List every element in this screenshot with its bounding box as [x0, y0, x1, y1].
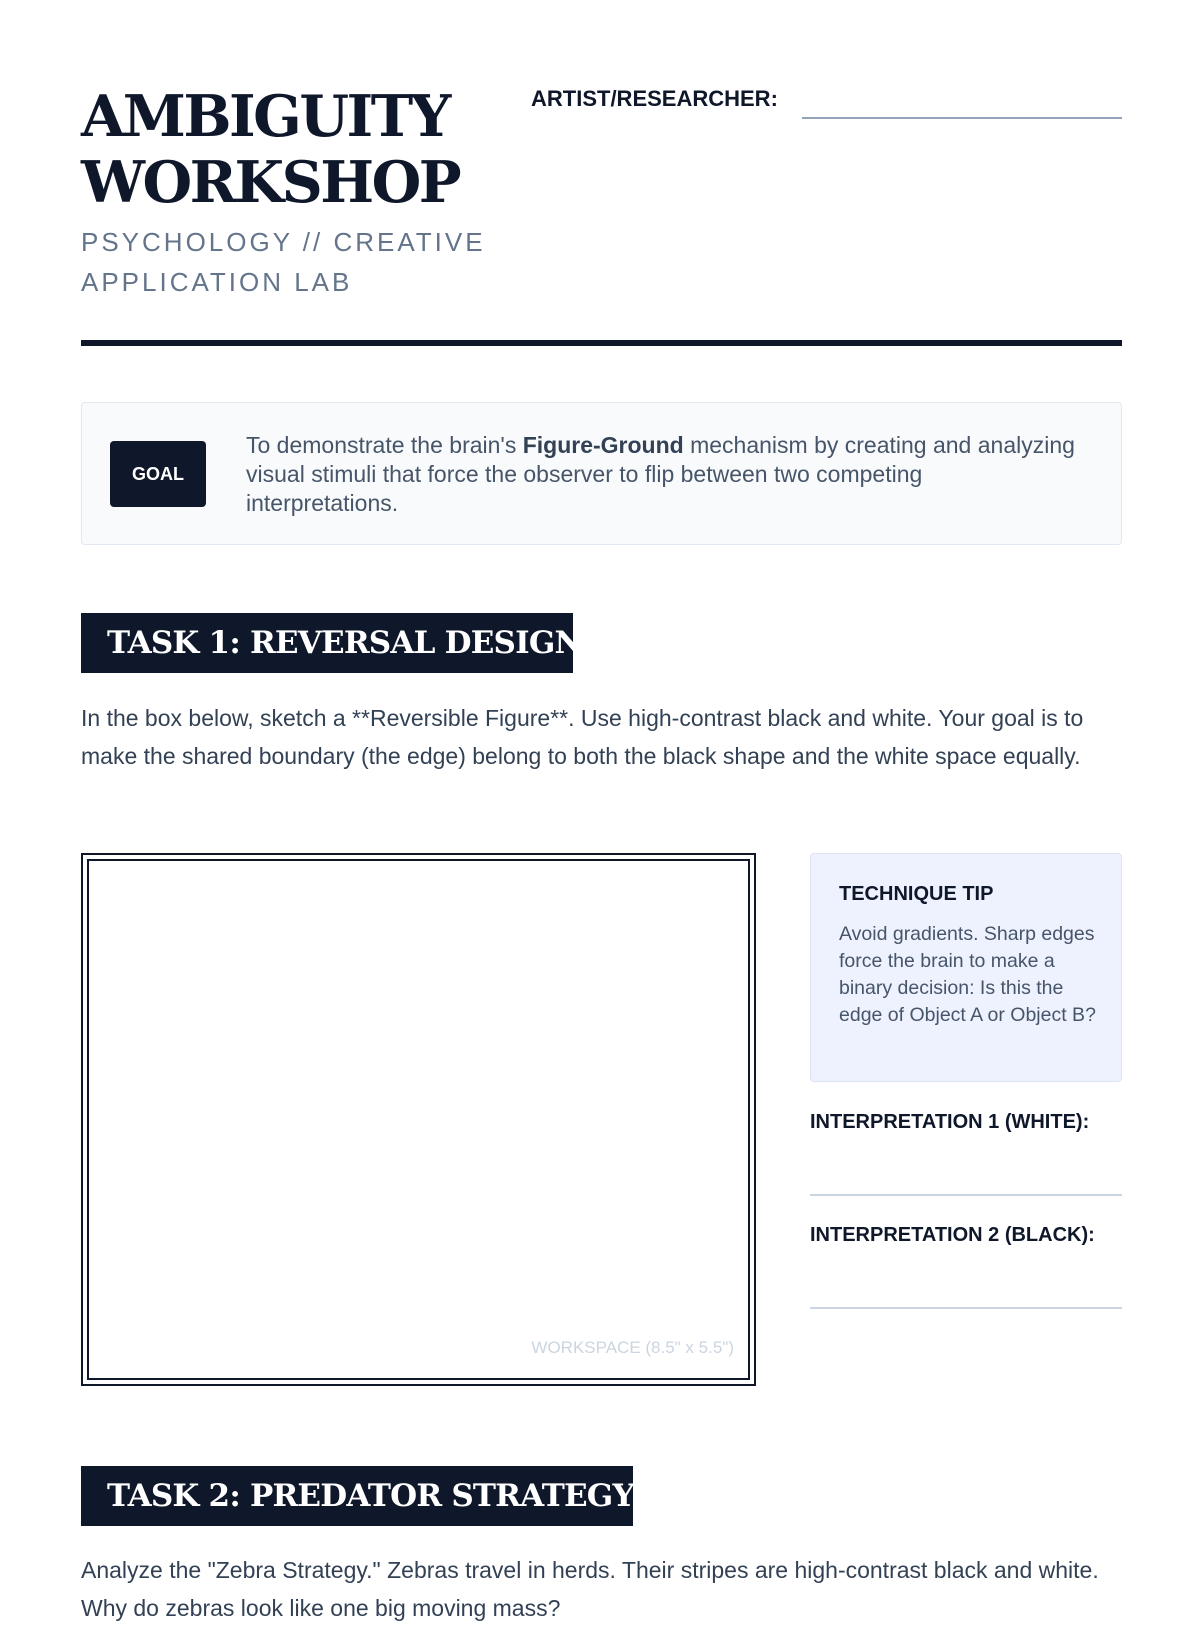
- tip-text: Avoid gradients. Sharp edges force the brain to make a binary decision: Is this the edge of Object A or Object B?: [839, 923, 1096, 1026]
- page-title: [81, 84, 459, 216]
- interpretation1-label: INTERPRETATION 1 (WHITE):: [810, 1111, 1090, 1133]
- researcher-label: ARTIST/RESEARCHER:: [531, 86, 778, 111]
- goal-text-start: To demonstrate the brain's: [246, 432, 523, 458]
- goal-box: [81, 402, 1122, 545]
- goal-text-bold: Figure-Ground: [522, 432, 684, 458]
- goal-badge: GOAL: [110, 441, 206, 507]
- researcher-name-field[interactable]: [802, 117, 1122, 119]
- workspace-inner-border: [87, 859, 750, 1380]
- workspace-caption: WORKSPACE (8.5" x 5.5"): [531, 1338, 734, 1357]
- interpretation2-field[interactable]: [810, 1307, 1122, 1309]
- technique-tip-box: [810, 853, 1122, 1082]
- goal-text: [246, 431, 1076, 518]
- interpretation1-field[interactable]: [810, 1194, 1122, 1196]
- title-line-1: AMBIGUITY: [81, 83, 449, 150]
- goal-text-end: mechanism by creating and analyzing visual stimuli that force the observer to flip between two competing interpretations.: [246, 432, 1075, 516]
- task1-description: In the box below, sketch a **Reversible Figure**. Use high-contrast black and white. Your goal is to make the shared boundary (the edge) belong to both the black shape and the white space equally.: [81, 705, 1084, 769]
- page-subtitle: PSYCHOLOGY // CREATIVE APPLICATION LAB: [81, 227, 486, 297]
- task2-header: TASK 2: PREDATOR STRATEGY: [81, 1466, 633, 1526]
- task2-description: Analyze the "Zebra Strategy." Zebras travel in herds. Their stripes are high-contrast black and white. Why do zebras look like one big moving mass?: [81, 1557, 1099, 1621]
- sketch-workspace[interactable]: [81, 853, 756, 1386]
- interpretation2-label: INTERPRETATION 2 (BLACK):: [810, 1224, 1095, 1246]
- tip-title: TECHNIQUE TIP: [839, 883, 994, 905]
- title-line-2: WORKSHOP: [81, 149, 460, 216]
- header-divider: [81, 340, 1122, 346]
- task1-header: TASK 1: REVERSAL DESIGN: [81, 613, 573, 673]
